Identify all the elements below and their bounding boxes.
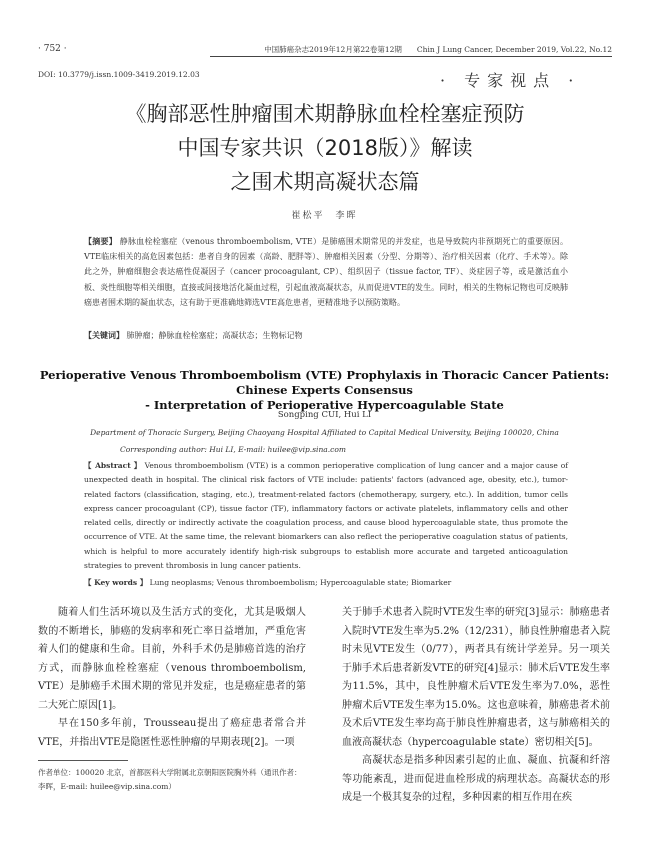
body-paragraph: 早在150多年前，Trousseau提出了癌症患者常合并VTE，并指出VTE是隐匿性恶性肿瘤的早期表现[2]。一项: [38, 718, 306, 748]
title-en-line1: Perioperative Venous Thromboembolism (VTE) Prophylaxis in Thoracic Cancer Patients:: [39, 368, 610, 382]
body-left-column: [38, 604, 306, 752]
keywords-en-label: 【 Key words 】: [84, 578, 148, 587]
abstract-zh: [84, 234, 568, 310]
authors-en: Songping CUI, Hui LI: [277, 410, 372, 420]
keywords-zh-label: 【关键词】: [84, 330, 124, 340]
footnote-affiliation: 作者单位：100020 北京，首都医科大学附属北京朝阳医院胸外科（通讯作者：李晖，E-mail: huilee@vip.sina.com）: [38, 768, 302, 791]
journal-header: 中国肺癌杂志2019年12月第22卷第12期 Chin J Lung Cancer, December 2019, Vol.22, No.12: [264, 45, 612, 54]
title-zh-line2: 中国专家共识（2018版）》解读: [177, 136, 473, 160]
body-paragraph: 随着人们生活环境以及生活方式的变化，尤其是吸烟人数的不断增长，肺癌的发病率和死亡率日益增加，严重危害着人们的健康和生命。目前，外科手术仍是肺癌首选的治疗方式，而静脉血栓栓塞症（venous thromboembolism, VTE）是肺癌手术围术期的常见并发症，也是癌症患者的第二大死亡原因[1]。: [38, 607, 306, 711]
title-en-line2: Chinese Experts Consensus: [236, 383, 413, 397]
body-right-column: [342, 604, 610, 808]
affiliation-en: Department of Thoracic Surgery, Beijing Chaoyang Hospital Affiliated to Capital Medical University, Beijing 100020, China: [90, 428, 559, 437]
abstract-zh-text: 静脉血栓栓塞症（venous thromboembolism, VTE）是肺癌围术期常见的并发症，也是导致院内非预期死亡的重要原因。VTE临床相关的高危因素包括：患者自身的因素（高龄、肥胖等）、肿瘤相关因素（分型、分期等）、治疗相关因素（化疗、手术等）。除此之外，肿瘤细胞会表达癌性促凝因子（cancer procoagulant, CP）、组织因子（tissue factor, TF）、炎症因子等，或是激活血小板、炎性细胞等相关细胞，直接或间接地活化凝血过程，引起血液高凝状态，从而促进VTE的发生。同时，相关的生物标记物也可反映肺癌患者围术期的凝血状态，这有助于更准确地筛选VTE高危患者，更精准地予以预防策略。: [84, 237, 569, 307]
corresponding-author-en: Corresponding author: Hui LI, E-mail: huilee@vip.sina.com: [120, 445, 346, 454]
title-en-line3: - Interpretation of Perioperative Hypercoagulable State: [145, 398, 504, 412]
page-number: · 752 ·: [38, 44, 67, 54]
body-paragraph: 关于肺手术患者入院时VTE发生率的研究[3]显示：肺癌患者入院时VTE发生率为5.2%（12/231），肺良性肿瘤患者入院时未见VTE发生（0/77），两者具有统计学差异。另一项关于肺手术后患者新发VTE的研究[4]显示：肺术后VTE发生率为11.5%，其中，良性肿瘤术后VTE发生率为7.0%，恶性肿瘤术后VTE发生率为15.0%。这也意味着，肺癌患者术前及术后VTE发生率均高于肺良性肿瘤患者，这与肺癌相关的血液高凝状态（hypercoagulable state）密切相关[5]。: [342, 607, 610, 748]
authors-zh: 崔松平 李晖: [291, 211, 358, 221]
keywords-zh-text: 肺肿瘤；静脉血栓栓塞症；高凝状态；生物标记物: [126, 331, 303, 340]
footnote-rule: [38, 760, 128, 761]
keywords-en: [84, 576, 568, 590]
title-zh-line3: 之围术期高凝状态篇: [230, 170, 420, 194]
abstract-zh-label: 【摘要】: [84, 236, 117, 246]
keywords-en-text: Lung neoplasms; Venous thromboembolism; Hypercoagulable state; Biomarker: [149, 578, 452, 587]
header-rule: [210, 56, 612, 57]
section-label: · 专家视点 ·: [440, 71, 581, 90]
title-zh-line1: 《胸部恶性肿瘤围术期静脉血栓栓塞症预防: [125, 102, 525, 126]
abstract-en-label: 【 Abstract 】: [84, 461, 142, 470]
doi: DOI: 10.3779/j.issn.1009-3419.2019.12.03: [38, 70, 200, 79]
keywords-zh: [84, 328, 568, 343]
abstract-en: [84, 459, 568, 573]
body-paragraph: 高凝状态是指多种因素引起的止血、凝血、抗凝和纤溶等功能紊乱，进而促进血栓形成的病理状态。高凝状态的形成是一个极其复杂的过程，多种因素的相互作用在疾: [342, 755, 610, 803]
abstract-en-text: Venous thromboembolism (VTE) is a common perioperative complication of lung cancer and a major cause of unexpected death in hospital. The clinical risk factors of VTE include: patients' factors (advanced age, obesity, etc.), tumor-related factors (classification, staging, etc.), treatment-related factors (chemotherapy, surgery, etc.). In addition, tumor cells express cancer procoagulant (CP), tissue factor (TF), inflammatory factors or activate platelets, inflammatory cells and other related cells, directly or indirectly activate the coagulation process, and cause blood hypercoagulable state, thus promote the occurrence of VTE. At the same time, the relevant biomarkers can also reflect the perioperative coagulation status of patients, which is helpful to more accurately identify high-risk subgroups to establish more accurate and targeted anticoagulation strategies to prevent thrombosis in lung cancer patients.: [84, 461, 568, 571]
